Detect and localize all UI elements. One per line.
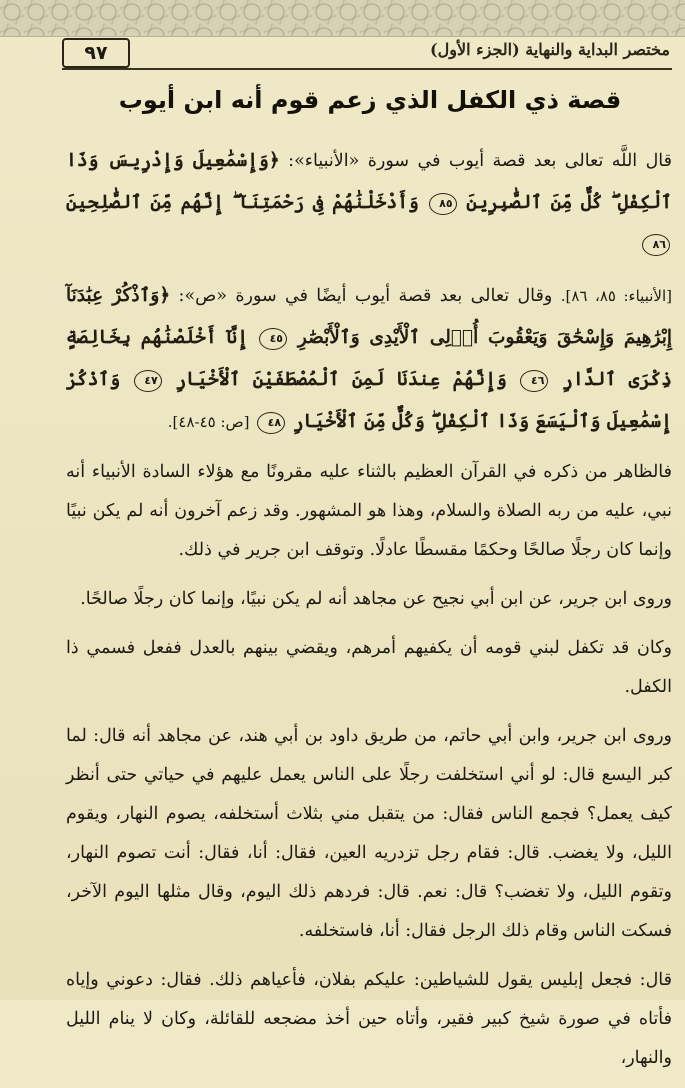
quran-verse: ﴿وَٱذْكُرْ عِبَٰدَنَآ إِبْرَٰهِيمَ وَإِسْحَٰقَ وَيَعْقُوبَ أُو۟لِى ٱلْأَيْدِى وَٱلْأَبْصَٰرِ [66,285,672,348]
verse-reference: [الأنبياء: ٨٥، ٨٦]. [560,287,672,305]
page-body [66,140,672,1088]
running-title: مختصر البداية والنهاية (الجزء الأول) [430,40,670,59]
paragraph-quran-sad [66,275,672,443]
verse-reference: [ص: ٤٥-٤٨]. [167,413,250,431]
paragraph-mujahid-narration: وروى ابن جرير، عن ابن أبي نجيح عن مجاهد أنه لم يكن نبيًا، وإنما كان رجلًا صالحًا. [80,589,672,609]
page-header [62,38,672,70]
quran-verse: وَٱذْكُرْ إِسْمَٰعِيلَ وَٱلْيَسَعَ وَذَا ٱلْكِفْلِ ۖ وَكُلٌّ مِّنَ ٱلْأَخْيَارِ [66,369,672,432]
paragraph-quran-anbiya [66,140,672,265]
paragraph-prophethood: فالظاهر من ذكره في القرآن العظيم بالثناء عليه مقرونًا مع هؤلاء السادة الأنبياء أنه نبي، عليه من ربه الصلاة والسلام، وهذا هو المشهور. وقد زعم آخرون أنه لم يكن نبيًا وإنما كان رجلًا صالحًا وحكمًا مقسطًا عادلًا. وتوقف ابن جرير في ذلك. [66,462,672,560]
paragraph-iblis-story: قال: فجعل إبليس يقول للشياطين: عليكم بفلان، فأعياهم ذلك. فقال: دعوني وإياه فأتاه في صورة شيخ كبير فقير، وأتاه حين أخذ مضجعه للقائلة، وكان لا ينام الليل والنهار، [66,970,672,1068]
verse-number-marker: ٤٧ [134,370,162,392]
verse-number-marker: ٤٥ [259,328,287,350]
page-number: ٩٧ [62,38,130,68]
decorative-border-pattern [0,0,685,37]
quran-verse: إِنَّآ أَخْلَصْنَٰهُم بِخَالِصَةٍ ذِكْرَى ٱلدَّارِ [66,327,672,390]
section-title: قصة ذي الكفل الذي زعم قوم أنه ابن أيوب [118,86,622,114]
verse-number-marker: ٤٨ [257,412,285,434]
paragraph-name-origin: وكان قد تكفل لبني قومه أن يكفيهم أمرهم، ويقضي بينهم بالعدل ففعل فسمي ذا الكفل. [66,638,672,697]
verse-number-marker: ٨٦ [642,234,670,256]
quran-verse: وَأَدْخَلْنَٰهُمْ فِى رَحْمَتِنَآ ۖ إِنَّهُم مِّنَ ٱلصَّٰلِحِينَ [66,192,419,213]
paragraph-intro: قال اللَّه تعالى بعد قصة أيوب في سورة «الأنبياء»: [288,151,673,171]
verse-number-marker: ٤٦ [520,370,548,392]
quran-verse: وَإِنَّهُمْ عِندَنَا لَمِنَ ٱلْمُصْطَفَيْنَ ٱلْأَخْيَارِ [175,369,507,390]
quran-verse: ﴿وَإِسْمَٰعِيلَ وَإِدْرِيسَ وَذَا ٱلْكِفْلِ ۖ كُلٌّ مِّنَ ٱلصَّٰبِرِينَ [66,150,672,213]
paragraph-intro: وقال تعالى بعد قصة أيوب أيضًا في سورة «ص»: [178,286,553,306]
paragraph-alyasa-story: وروى ابن جرير، وابن أبي حاتم، من طريق داود بن أبي هند، عن مجاهد أنه قال: لما كبر اليسع قال: لو أني استخلفت رجلًا على الناس يعمل عليهم في حياتي حتى أنظر كيف يعمل؟ فجمع الناس فقال: من يتقبل مني بثلاث أستخلفه، يصوم النهار، ويقوم الليل، ولا يغضب. قال: فقام رجل تزدريه العين، فقال: أنا، فقال: أنت تصوم النهار، وتقوم الليل، ولا تغضب؟ قال: نعم. قال: فردهم ذلك اليوم، وقال مثلها اليوم الآخر، فسكت الناس وقام ذلك الرجل فقال: أنا، فاستخلفه. [66,726,672,941]
verse-number-marker: ٨٥ [429,193,457,215]
